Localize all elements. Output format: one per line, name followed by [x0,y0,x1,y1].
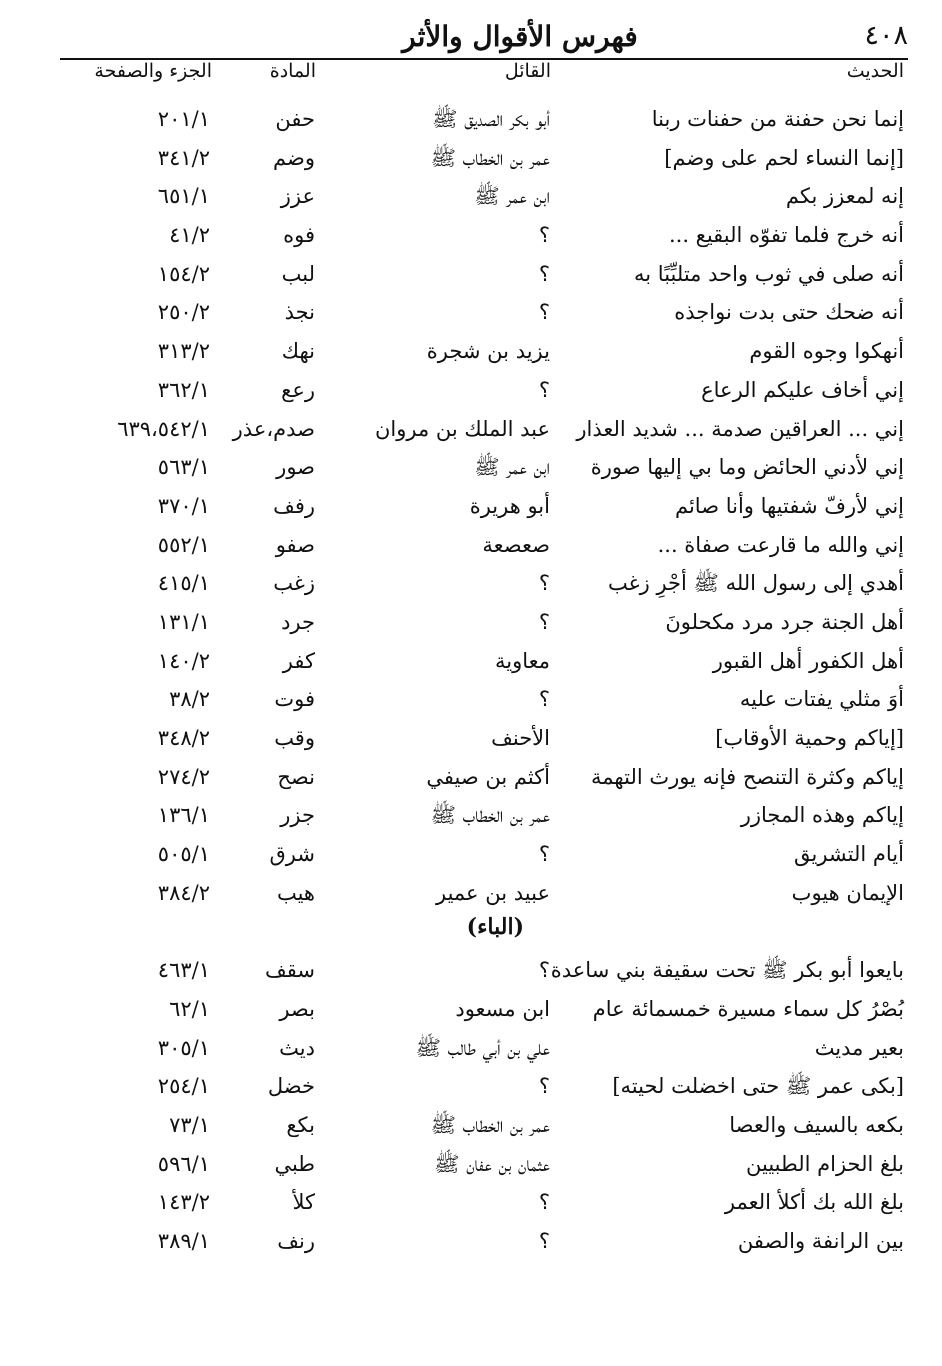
page-number: ٤٠٨ [864,20,908,51]
root-word: خضل [267,1074,315,1099]
volume-page-ref: ٣٠٥/١ [157,1035,210,1060]
volume-page-ref: ٣٨٩/١ [157,1228,210,1253]
speaker-text: ؟ [538,842,550,867]
table-row [0,177,942,216]
volume-page-ref: ٣٨/٢ [169,687,210,712]
hadith-text: إني لأدني الحائض وما بي إليها صورة [590,455,904,480]
root-word: نصح [277,764,315,789]
root-word: نهك [281,339,315,364]
hadith-text: [إنما النساء لحم على وضم] [664,145,904,170]
column-header-speaker: القائل [504,60,551,82]
table-row [0,680,942,719]
hadith-text: إياكم وكثرة التنصح فإنه يورث التهمة [591,764,904,789]
hadith-text: أنه ضحك حتى بدت نواجذه [674,300,904,325]
root-word: وقب [274,726,315,750]
table-row [0,293,942,332]
table-row [0,758,942,797]
column-header-root: المادة [269,60,316,82]
page-title: فهرس الأقوال والأثر [402,20,638,53]
speaker-text: ؟ [538,687,550,712]
table-row [0,139,942,178]
root-word: فوت [274,687,315,712]
column-header-volume-page: الجزء والصفحة [94,60,212,82]
table-row [0,448,942,487]
hadith-text: بُصْرُ كل سماء مسيرة خمسمائة عام [592,996,904,1021]
table-row [0,1222,942,1261]
volume-page-ref: ٣٤٨/٢ [157,726,210,750]
hadith-text: بين الرانفة والصفن [737,1228,904,1253]
root-word: ديث [279,1035,315,1060]
speaker-text: ابن عمر ﷺ [474,184,550,209]
table-row [0,371,942,410]
hadith-text: إياكم وهذه المجازر [740,803,904,828]
speaker-text: ؟ [538,1074,550,1099]
speaker-text: يزيد بن شجرة [426,339,550,364]
hadith-text: [بكى عمر ﷺ حتى اخضلت لحيته] [612,1074,904,1099]
hadith-text: [إياكم وحمية الأوقاب] [715,726,904,750]
root-word: صفو [275,532,315,557]
hadith-text: بلغ الله بك أكلأ العمر [724,1190,904,1215]
table-row [0,1029,942,1068]
speaker-text: ؟ [538,1190,550,1215]
table-row [0,487,942,526]
root-word: سقف [265,958,315,983]
root-word: فوه [283,223,315,248]
volume-page-ref: ٢٥٠/٢ [157,300,210,325]
speaker-text: ؟ [538,300,550,325]
volume-page-ref: ٢٧٤/٢ [157,764,210,789]
section-heading: (الباء) [466,914,524,941]
root-word: جرد [281,609,315,634]
volume-page-ref: ٢٥٤/١ [157,1074,210,1099]
volume-page-ref: ٦٣٩،٥٤٢/١ [117,416,210,441]
volume-page-ref: ١٣٦/١ [157,803,210,828]
root-word: شرق [269,842,315,867]
table-row [0,1067,942,1106]
table-row [0,526,942,565]
volume-page-ref: ٤١٥/١ [157,571,210,596]
speaker-text: ؟ [538,223,550,248]
speaker-text: ؟ [538,1228,550,1253]
section-row [0,912,942,951]
speaker-text: عبيد بن عمير [435,880,550,905]
volume-page-ref: ٦٢/١ [169,996,210,1021]
root-word: عزز [280,184,315,209]
speaker-text: عبد الملك بن مروان [374,416,550,441]
hadith-text: إنه لمعزز بكم [785,184,904,209]
hadith-text: إني أخاف عليكم الرعاع [701,377,904,402]
table-row [0,1145,942,1184]
volume-page-ref: ٤٦٣/١ [157,958,210,983]
hadith-text: الإيمان هيوب [791,880,904,905]
volume-page-ref: ٥٦٣/١ [157,455,210,480]
root-word: كلأ [292,1190,315,1215]
speaker-text: الأحنف [491,726,550,750]
table-row [0,410,942,449]
hadith-text: أنهكوا وجوه القوم [749,339,904,364]
root-word: صور [276,455,315,480]
table-row [0,990,942,1029]
root-word: كفر [282,648,315,673]
volume-page-ref: ١٤٠/٢ [157,648,210,673]
speaker-text: أبو هريرة [469,493,550,518]
hadith-text: إني ... العراقين صدمة ... شديد العذار [576,416,904,441]
hadith-text: أهل الكفور أهل القبور [712,648,904,673]
hadith-text: إنما نحن حفنة من حفنات ربنا [651,107,904,131]
table-row [0,255,942,294]
speaker-text: عمر بن الخطاب ﷺ [430,145,550,170]
volume-page-ref: ٣٦٢/١ [157,377,210,402]
volume-page-ref: ٣٧٠/١ [157,493,210,518]
speaker-text: معاوية [494,648,550,673]
root-word: بصر [279,996,315,1021]
table-row [0,332,942,371]
speaker-text: ابن مسعود [455,996,550,1021]
speaker-text: ؟ [538,571,550,596]
hadith-text: إني والله ما قارعت صفاة ... [657,532,904,557]
speaker-text: ؟ [538,609,550,634]
volume-page-ref: ٦٥١/١ [157,184,210,209]
volume-page-ref: ٤١/٢ [169,223,210,248]
volume-page-ref: ٣٨٤/٢ [157,880,210,905]
volume-page-ref: ٥٠٥/١ [157,842,210,867]
running-head [60,14,908,60]
root-word: هيب [276,880,315,905]
speaker-text: أبو بكر الصديق ﷺ [432,107,550,131]
table-row [0,719,942,758]
volume-page-ref: ٥٩٦/١ [157,1151,210,1176]
speaker-text: عثمان بن عفان ﷺ [434,1151,550,1176]
hadith-text: إني لأرفّ شفتيها وأنا صائم [674,493,904,518]
root-word: حفن [275,107,315,131]
column-header-hadith: الحديث [846,60,904,82]
table-row [0,951,942,990]
hadith-text: بكعه بالسيف والعصا [729,1112,904,1137]
speaker-text: ؟ [538,958,550,983]
table-row [0,642,942,681]
hadith-text: أهل الجنة جرد مرد مكحلونَ [665,609,904,634]
root-word: رعع [281,377,315,402]
table-row [0,1183,942,1222]
table-row [0,100,942,139]
root-word: طبي [274,1151,315,1176]
volume-page-ref: ١٣١/١ [157,609,210,634]
volume-page-ref: ٧٣/١ [169,1112,210,1137]
hadith-text: بلغ الحزام الطبيين [746,1151,904,1176]
table-row [0,564,942,603]
root-word: صدم،عذر [232,416,315,441]
table-row [0,603,942,642]
table-row [0,874,942,913]
speaker-text: صعصعة [482,532,550,557]
volume-page-ref: ١٤٣/٢ [157,1190,210,1215]
root-word: نجذ [284,300,315,325]
root-word: رنف [277,1228,315,1253]
hadith-text: بعير مديث [814,1035,904,1060]
index-table [0,100,942,1261]
volume-page-ref: ٣٤١/٢ [157,145,210,170]
speaker-text: أكثم بن صيفي [426,764,550,789]
table-row [0,835,942,874]
root-word: لبب [281,261,315,286]
hadith-text: أوَ مثلي يفتات عليه [739,687,904,712]
speaker-text: عمر بن الخطاب ﷺ [430,1112,550,1137]
volume-page-ref: ٣١٣/٢ [157,339,210,364]
table-row [0,1106,942,1145]
speaker-text: علي بن أبي طالب ﷺ [415,1035,550,1060]
hadith-text: أهدي إلى رسول الله ﷺ أجْرِ زغب [608,571,904,596]
root-word: بكع [286,1112,315,1137]
root-word: رفف [273,493,315,518]
table-row [0,796,942,835]
root-word: جزر [280,803,315,828]
speaker-text: عمر بن الخطاب ﷺ [430,803,550,828]
hadith-text: أنه خرج فلما تفوّه البقيع ... [668,223,904,248]
hadith-text: أيام التشريق [793,842,904,867]
root-word: زغب [273,571,315,596]
volume-page-ref: ٢٠١/١ [157,107,210,131]
table-row [0,216,942,255]
root-word: وضم [273,145,315,170]
volume-page-ref: ١٥٤/٢ [157,261,210,286]
hadith-text: أنه صلى في ثوب واحد متلبِّبًا به [634,261,904,286]
hadith-text: بايعوا أبو بكر ﷺ تحت سقيفة بني ساعدة [550,958,904,983]
volume-page-ref: ٥٥٢/١ [157,532,210,557]
speaker-text: ؟ [538,377,550,402]
speaker-text: ؟ [538,261,550,286]
speaker-text: ابن عمر ﷺ [474,455,550,480]
